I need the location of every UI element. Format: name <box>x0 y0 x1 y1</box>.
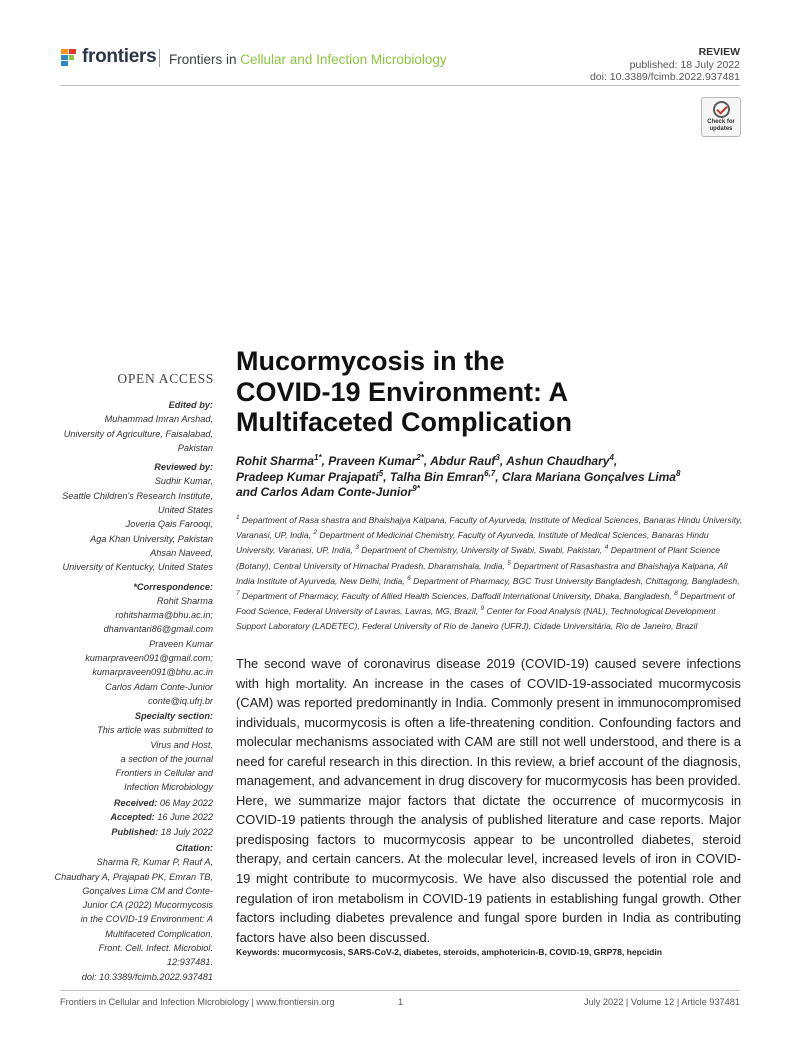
affiliation-text: Department of Plant Science (Botany), Central University of Himachal Pradesh, Dharamshala, India, <box>236 545 721 571</box>
header-divider <box>159 49 160 67</box>
check-updates-label: Check for updates <box>707 119 735 132</box>
citation-line: Multifaceted Complication. <box>105 928 213 939</box>
published-date: published: 18 July 2022 <box>629 58 740 71</box>
author-affiliation-marker: 2* <box>416 453 424 462</box>
citation-line: Junior CA (2022) Mucormycosis <box>82 900 213 911</box>
correspondence-email[interactable]: conte@iq.ufrj.br <box>148 695 213 706</box>
footer-volume-info: July 2022 | Volume 12 | Article 937481 <box>584 997 740 1007</box>
affiliation-number: 8 <box>674 590 678 598</box>
affiliation-text: Department of Chemistry, University of Swabi, Swabi, Pakistan, <box>358 545 605 556</box>
affiliation-text: Center for Food Analysis (NAL), Technological Development Support Laboratory (LADETEC), Federal University of Rio de Janeiro (UFRJ), Cidade Universitária, Rio de Janeiro, Brazil <box>236 606 716 632</box>
affiliation-text: Department of Medicinal Chemistry, Faculty of Ayurveda, Institute of Medical Sciences, Banaras Hindu University, Varanasi, UP, India, <box>236 530 709 556</box>
author-line <box>236 454 696 470</box>
editor-line: University of Agriculture, Faisalabad, <box>63 428 213 439</box>
check-updates-icon <box>713 101 730 118</box>
title-line: COVID-19 Environment: A <box>236 376 569 407</box>
correspondence-email[interactable]: kumarpraveen091@gmail.com; <box>85 653 213 664</box>
author-affiliation-marker: 3 <box>495 453 500 462</box>
affiliation-number: 9 <box>480 605 485 613</box>
author-affiliation-marker: 8 <box>675 468 681 478</box>
reviewer-line: Joveria Qais Farooqi, <box>125 519 213 530</box>
citation-line: Gonçalves Lima CM and Conte- <box>82 885 213 896</box>
accepted-date: 16 June 2022 <box>157 812 213 823</box>
check-for-updates-badge[interactable] <box>701 97 741 137</box>
received-label: Received: <box>113 798 158 808</box>
affiliation-text: Department of Rasashastra and Bhaishajya Kalpana, All India Institute of Ayurveda, New Delhi, India, <box>236 560 728 586</box>
title-line: Multifaceted Complication <box>236 407 573 437</box>
keywords: Keywords: mucormycosis, SARS-CoV-2, diabetes, steroids, amphotericin-B, COVID-19, GRP78, hepcidin <box>236 947 662 957</box>
affiliations <box>236 513 743 635</box>
reviewer-line: Ahsan Naveed, <box>150 547 213 558</box>
logo-text: frontiers <box>82 46 157 67</box>
affiliation-number: 4 <box>604 544 609 552</box>
frontiers-logo-icon <box>60 46 78 68</box>
author-affiliation-marker: 1* <box>314 453 322 462</box>
author-name[interactable]: , Ashun Chaudhary <box>499 454 610 468</box>
citation-block <box>53 841 213 984</box>
author-name[interactable]: , <box>613 454 618 468</box>
reviewer-line: United States <box>157 505 213 516</box>
affiliation-text: Department of Rasa shastra and Bhaishajya Kalpana, Faculty of Ayurveda, Institute of Medical Sciences, Banaras Hindu University, Varanasi, UP, India, <box>236 515 743 541</box>
article-meta <box>590 46 740 84</box>
author-name[interactable]: , Talha Bin Emran <box>383 469 485 484</box>
edited-by-label: Edited by: <box>168 400 213 410</box>
specialty-line: This article was submitted to <box>97 725 213 736</box>
frontiers-logo[interactable] <box>60 46 156 68</box>
footer-rule <box>60 990 740 991</box>
author-line <box>236 485 696 501</box>
affiliation-text: Department of Pharmacy, Faculty of Allied Health Sciences, Daffodil International University, Dhaka, Bangladesh, <box>239 591 675 602</box>
footer-journal-link[interactable]: Frontiers in Cellular and Infection Microbiology | www.frontiersin.org <box>60 997 335 1007</box>
author-affiliation-marker: 9* <box>412 484 420 494</box>
correspondence-email[interactable]: rohitsharma@bhu.ac.in; <box>115 610 213 621</box>
citation-line: in the COVID-19 Environment: A <box>80 914 213 925</box>
author-name[interactable]: , Clara Mariana Gonçalves Lima <box>495 469 676 484</box>
author-name[interactable]: , Praveen Kumar <box>321 454 417 468</box>
article-doi[interactable]: doi: 10.3389/fcimb.2022.937481 <box>589 71 740 83</box>
author-line <box>236 470 696 486</box>
published-date-sidebar: 18 July 2022 <box>160 826 213 837</box>
open-access-label: OPEN ACCESS <box>117 371 214 386</box>
correspondence-line: Carlos Adam Conte-Junior <box>105 681 213 692</box>
affiliation-number: 1 <box>236 514 240 522</box>
journal-name[interactable] <box>169 52 447 67</box>
specialty-block <box>53 709 213 795</box>
author-affiliation-marker: 4 <box>609 453 614 462</box>
specialty-line: a section of the journal <box>120 753 213 764</box>
editor-line: Muhammad Imran Arshad, <box>104 414 213 425</box>
specialty-label: Specialty section: <box>134 711 213 721</box>
dates-block <box>53 796 213 839</box>
abstract: The second wave of coronavirus disease 2019 (COVID-19) caused severe infections with high mortality. An increase in the cases of COVID-19-associated mucormycosis (CAM) was reported predominantly in India. Commonly present in immunocompromised individuals, mucormycosis is often a life-threatening condition. Confounding factors and molecular mechanisms associated with CAM are still not well understood, and there is a need for careful research in this direction. In this review, a brief account of the diagnosis, management, and advancement in drug discovery for mucormycosis has been provided. Here, we summarize major factors that dictate the occurrence of mucormycosis in COVID-19 patients through the analysis of published literature and case reports. Major predisposing factors to mucormycosis appear to be uncontrolled diabetes, steroid therapy, and certain cancers. At the molecular level, increased levels of iron in COVID-19 might contribute to mucormycosis. We have also discussed the potential role and regulation of iron metabolism in COVID-19 patients in establishing fungal growth. Other factors including diabetes prevalence and fungal spore burden in India as contributing factors have also been discussed. <box>236 656 741 945</box>
affiliation-text: Department of Pharmacy, BGC Trust University Bangladesh, Chittagong, Bangladesh, <box>410 575 740 586</box>
reviewer-line: Seattle Children's Research Institute, <box>62 490 213 501</box>
affiliation-number: 3 <box>355 544 359 552</box>
header-rule <box>60 85 740 86</box>
specialty-line: Frontiers in Cellular and <box>115 768 213 779</box>
correspondence-label: *Correspondence: <box>133 581 213 592</box>
page-number: 1 <box>398 997 404 1007</box>
specialty-line: Virus and Host, <box>150 739 213 750</box>
title-line: Mucormycosis in the <box>236 346 505 376</box>
citation-line: Chaudhary A, Prajapati PK, Emran TB, <box>54 871 213 882</box>
article-type: REVIEW <box>698 46 740 58</box>
reviewer-line: Aga Khan University, Pakistan <box>90 533 213 544</box>
journal-prefix: Frontiers in <box>169 52 241 67</box>
affiliation-number: 7 <box>236 590 240 598</box>
author-affiliation-marker: 5 <box>378 468 384 478</box>
received-date: 06 May 2022 <box>159 798 213 808</box>
published-label: Published: <box>111 826 159 837</box>
author-list <box>236 454 696 501</box>
correspondence-email[interactable]: dhanvantari86@gmail.com <box>103 624 213 635</box>
author-name[interactable]: Rohit Sharma <box>236 454 315 468</box>
reviewer-line: University of Kentucky, United States <box>62 562 213 573</box>
correspondence-line: Praveen Kumar <box>149 638 213 649</box>
correspondence-line: Rohit Sharma <box>156 595 213 606</box>
affiliation-number: 2 <box>313 529 318 537</box>
author-name[interactable]: Pradeep Kumar Prajapati <box>236 469 379 484</box>
journal-accent: Cellular and Infection Microbiology <box>240 52 447 67</box>
citation-line: Front. Cell. Infect. Microbiol. 12:937481. <box>98 943 213 968</box>
author-name[interactable]: , Abdur Rauf <box>423 454 496 468</box>
affiliation-number: 6 <box>407 574 411 582</box>
citation-line: Sharma R, Kumar P, Rauf A, <box>96 857 213 868</box>
correspondence-email[interactable]: kumarpraveen091@bhu.ac.in <box>92 667 213 678</box>
affiliation-text: Department of Food Science, Federal University of Lavras, Lavras, MG, Brazil, <box>236 591 735 617</box>
article-title <box>236 346 656 438</box>
reviewer-line: Sudhir Kumar, <box>154 476 213 487</box>
author-name[interactable]: and Carlos Adam Conte-Junior <box>236 485 413 500</box>
author-affiliation-marker: 6,7 <box>484 468 496 478</box>
citation-label: Citation: <box>175 843 213 853</box>
citation-doi[interactable]: doi: 10.3389/fcimb.2022.937481 <box>81 971 213 982</box>
specialty-line: Infection Microbiology <box>124 782 213 793</box>
affiliation-number: 5 <box>507 559 511 567</box>
editor-block <box>53 398 213 713</box>
editor-line: Pakistan <box>177 442 213 453</box>
reviewed-by-label: Reviewed by: <box>154 462 213 473</box>
accepted-label: Accepted: <box>110 812 155 823</box>
